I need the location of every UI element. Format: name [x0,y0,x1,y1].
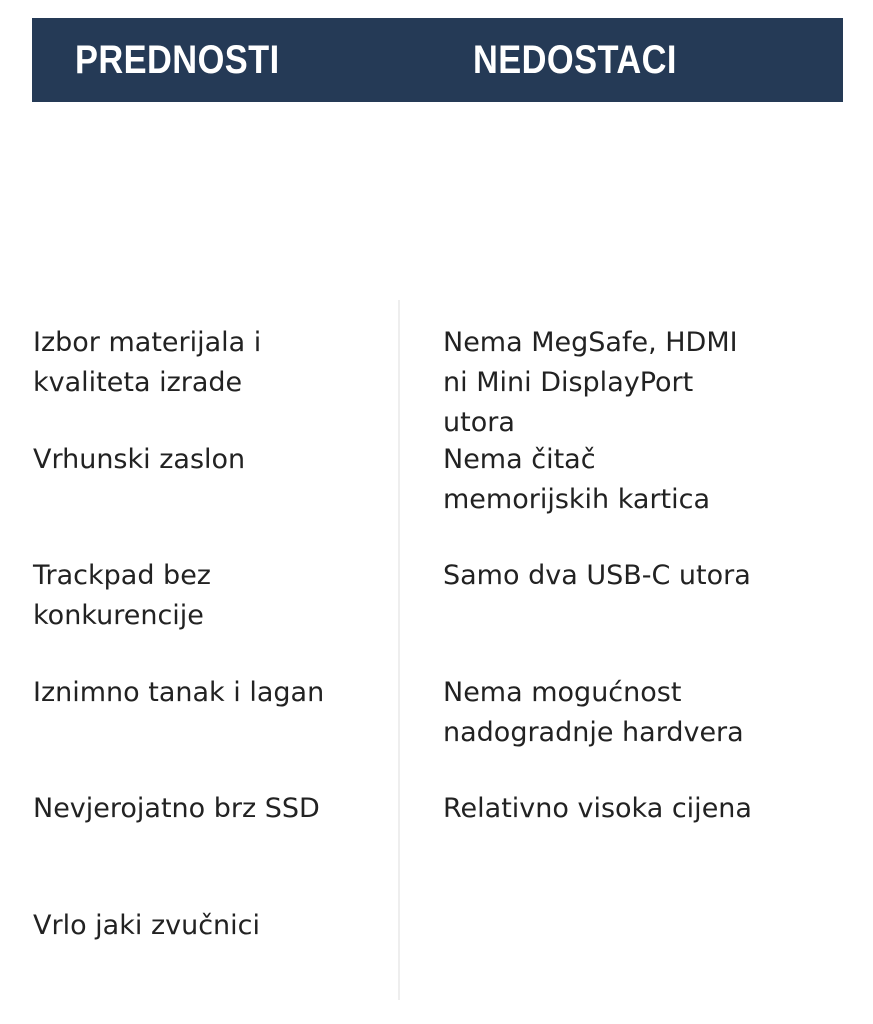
cons-item-line: Nema čitač [443,444,596,475]
cons-item-line: Nema MegSafe, HDMI [443,327,738,358]
cons-item [443,440,710,520]
cons-item [443,323,738,443]
cons-item-line: utora [443,407,515,438]
pros-item-line: kvaliteta izrade [33,367,243,398]
pros-item-line: Iznimno tanak i lagan [33,677,325,708]
pros-item [33,323,261,403]
pros-item-line: Vrlo jaki zvučnici [33,910,261,941]
cons-item-line: Relativno visoka cijena [443,793,752,824]
cons-heading: NEDOSTACI [473,38,677,82]
cons-item-line: nadogradnje hardvera [443,717,744,748]
cons-item [443,673,744,753]
pros-item [33,440,245,480]
pros-item [33,556,211,636]
pros-item-line: Nevjerojatno brz SSD [33,793,320,824]
cons-item-line: ni Mini DisplayPort [443,367,694,398]
column-divider [398,300,400,1000]
pros-item [33,789,320,829]
cons-item [443,556,751,596]
cons-item [443,789,752,829]
pros-item-line: Trackpad bez [33,560,211,591]
cons-item-line: memorijskih kartica [443,484,711,515]
pros-cons-header [32,18,843,102]
pros-item [33,906,260,946]
pros-item-line: Vrhunski zaslon [33,444,246,475]
pros-heading: PREDNOSTI [75,38,280,82]
cons-item-line: Samo dva USB-C utora [443,560,751,591]
cons-item-line: Nema mogućnost [443,677,682,708]
pros-item [33,673,324,713]
pros-item-line: Izbor materijala i [33,327,262,358]
pros-item-line: konkurencije [33,600,204,631]
